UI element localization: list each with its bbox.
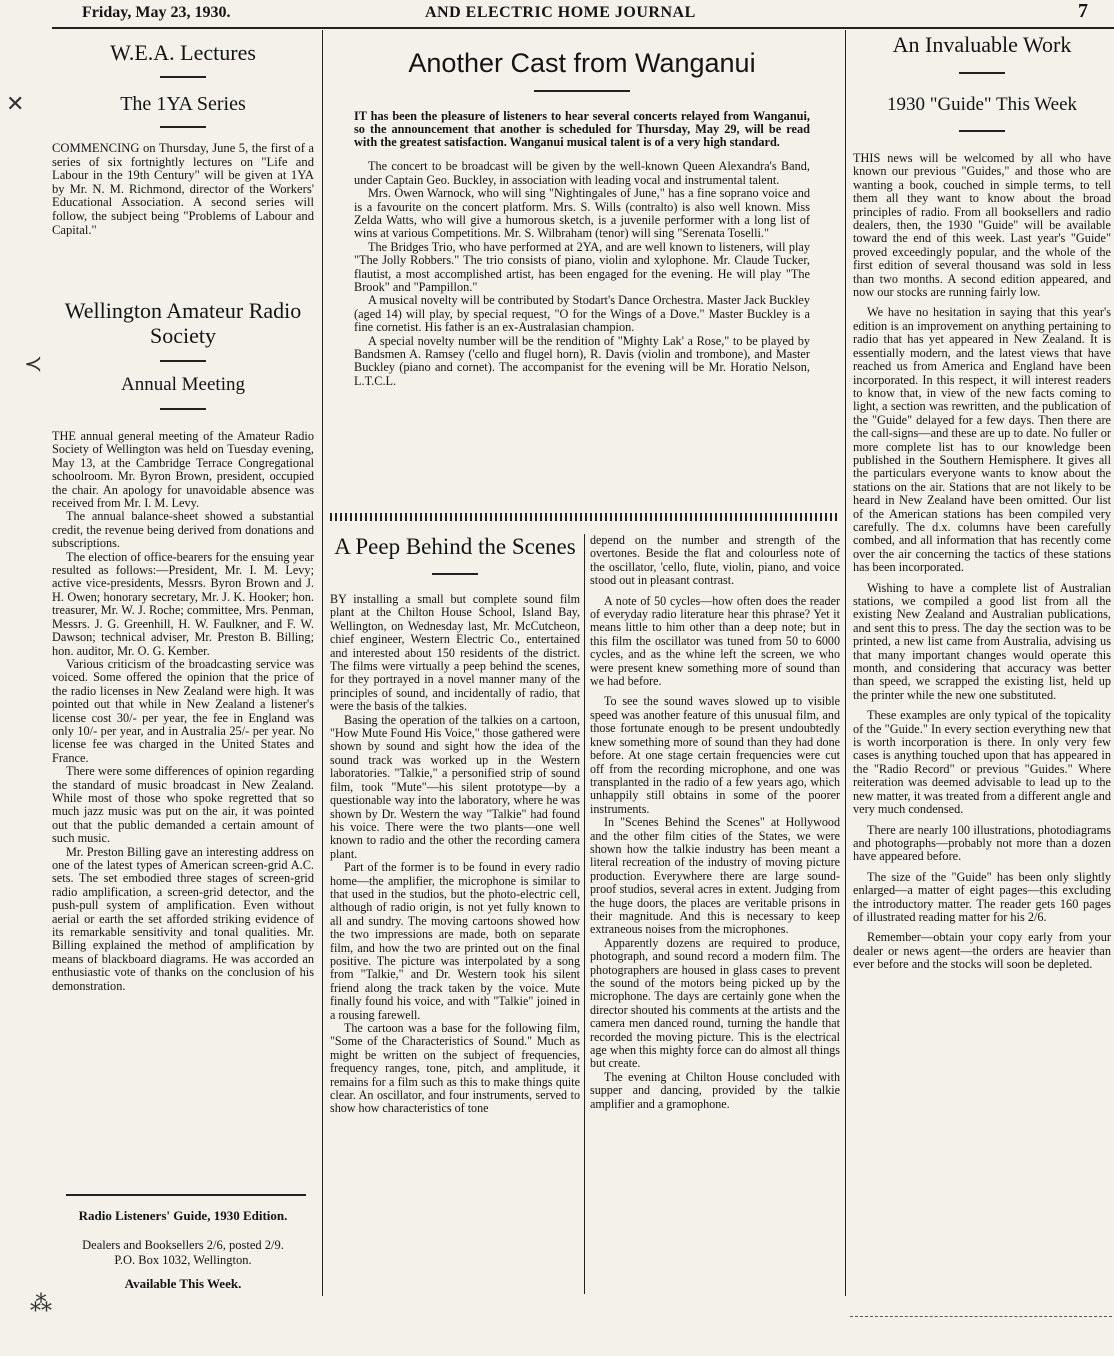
wars-paragraph: Various criticism of the broadcasting service was voiced. Some offered the opinion that the price of the radio licenses in New Zealand were high. It was pointed out that while in New Zealand a listener's license cost 30/- per year, the fee in England was only 10/- per year, and in Australia 25/- per year. No license fee was charged in the United States and France. [52,656,314,765]
guide-article [853,32,1111,972]
hatched-divider [330,513,838,521]
title-rule [160,408,206,410]
ad-price: Dealers and Booksellers 2/6, posted 2/9. [82,1238,284,1252]
guide-paragraph: We have no hesitation in saying that this year's edition is an improvement on anything pertaining to radio that has yet appeared in New Zealand. It is essentially modern, and the latest views that have reached us from America and England have been incorporated. In this respect, it will interest readers to know that, in view of the new facts coming to light, a section was rewritten, and the publication of the "Guide" delayed for a few days. Then there are the call-signs—and these are up to date. No fuller or more complete list has to our knowledge been published in the Southern Hemisphere. It gives all the particulars everyone wants to know about the stations on the air. Stations that are not likely to be heard in New Zealand have been omitted. Our list of the American stations has been compiled very carefully. The d.x. columns have been carefully combed, and all information that has recently come over the air concerning the tactics of these stations has been incorporated. [853,305,1111,575]
wars-paragraph: There were some differences of opinion regarding the standard of music broadcast in New Zealand. While most of those who spoke regretted that so much jazz music was put on the air, it was pointed out that the public demanded a certain amount of such music. [52,764,314,846]
wars-paragraph: The election of office-bearers for the ensuing year resulted as follows:—President, Mr. I. M. Levy; active vice-presidents, Messrs. Byron Brown and J. H. Owen; honorary secretary, Mr. J. K. Hooker; hon. treasurer, Mr. W. J. Roche; committee, Mrs. Penman, Messrs. J. G. Greenhill, H. W. Faulkner, and F. W. Dawson; technical adviser, Mr. Preston B. Billing; hon. auditor, Mr. O. G. Kember. [52,549,314,658]
wars-subtitle: Annual Meeting [120,374,245,395]
peep-paragraph: BY installing a small but complete sound film plant at the Chilton House School, Island Bay, Wellington, on Wednesday last, Mr. McCutcheon, chief engineer, Western Electric Co., entertained and interested about 150 residents of the district. The films were virtually a peep behind the scenes, for they portrayed in a novel manner many of the principles of sound, and incidentally of radio, that were the basis of the talkies. [330,592,580,714]
title-rule [160,76,206,78]
wea-subtitle: The 1YA Series [120,93,246,115]
peep-paragraph: Part of the former is to be found in every radio home—the amplifier, the microphone is similar to that used in the studios, but the photo-electric cell, although of radio origin, is not yet fully known to all and sundry. The moving cartoons showed how the two impressions are made, both on separate film, and how the two are printed out on the final positive. The picture was interpolated by a song from "Talkie," and Dr. Western took his silent friend along the track taken by the voice. Mute finally found his voice, and with "Talkie" joined in a rousing farewell. [330,860,580,1022]
margin-mark-icon: ✕ [6,92,25,117]
peep-title: A Peep Behind the Scenes [334,534,576,559]
margin-mark-icon: ≺ [24,352,43,377]
title-rule [160,360,206,362]
wars-article [52,298,314,993]
column-rule [322,30,323,1296]
title-rule [959,130,1005,132]
wanganui-paragraph: The concert to be broadcast will be given by the well-known Queen Alexandra's Band, under Captain Geo. Buckley, in association with leading vocal and instrumental talent. [354,159,810,187]
journal-title: AND ELECTRIC HOME JOURNAL [425,4,696,21]
title-rule [534,90,630,92]
issue-date: Friday, May 23, 1930. [82,4,231,21]
wars-paragraph: THE annual general meeting of the Amateur Radio Society of Wellington was held on Tuesday evening, May 13, at the Cambridge Terrace Congregational schoolroom. Mr. Byron Brown, president, occupied the chair. An apology for unavoidable absence was received from Mr. I. M. Levy. [52,429,314,511]
peep-paragraph: Apparently dozens are required to produce, photograph, and sound record a modern film. The photographers are housed in glass cases to prevent the sound of the motors being picked up by the microphone. The days are certainly gone when the director shouted his comments at the artists and the camera men danced round, turning the handle that recorded the moving picture. This is the electrical age when this mighty force can do almost all things but create. [590,935,840,1071]
peep-paragraph: The evening at Chilton House concluded with supper and dancing, provided by the talkie amplifier and a gramophone. [590,1069,840,1111]
wea-title: W.E.A. Lectures [110,40,256,65]
ad-address: P.O. Box 1032, Wellington. [114,1253,252,1267]
guide-paragraph: THIS news will be welcomed by all who have known our previous "Guides," and those who are wanting a book, couched in simple terms, to tell them all they want to know about the broad principles of radio. From all booksellers and radio dealers, then, the 1930 "Guide" will be available toward the end of this week. Last year's "Guide" proved exceedingly popular, and the whole of the first edition of several thousand was sold in less than two months. A second edition appeared, and now our stocks are running fairly low. [853,151,1111,300]
wanganui-lead: IT has been the pleasure of listeners to hear several concerts relayed from Wanganui, so the announcement that another is scheduled for Thursday, May 29, will be read with the greatest satisfaction. Wanganui musical talent is of a very high standard. [354,109,810,149]
peep-column-2 [590,534,840,1111]
wanganui-paragraph: A musical novelty will be contributed by Stodart's Dance Orchestra. Master Jack Buckley (aged 14) will play, by special request, "O for the Wings of a Dove." Master Buckley is a fine cornetist. His father is an ex-Australasian champion. [354,293,810,335]
margin-mark-icon: ⁂ [30,1292,52,1317]
ad-availability: Available This Week. [124,1276,242,1291]
wanganui-paragraph: A special novelty number will be the rendition of "Mighty Lak' a Rose," to be played by Bandsmen A. Ramsey ('cello and flugel horn), R. Davis (violin and trombone), and Master Buckley (piano and cornet). The accompanist for the evening will be Mr. Horatio Nelson, L.T.C.L. [354,333,810,388]
wars-title: Wellington Amateur Radio Society [64,298,302,348]
bottom-scratch [850,1316,1112,1317]
wanganui-paragraph: Mrs. Owen Warnock, who will sing "Nightingales of June," has a fine soprano voice and is a favourite on the concert platform. Mrs. S. Wills (contralto) is also well known. Miss Zelda Watts, who will give a humorous sketch, is a juvenile performer with a long list of wins at various Competitions. Mr. S. Wilbraham (tenor) will sing "Serenata Toselli." [354,186,810,241]
peep-paragraph: Basing the operation of the talkies on a cartoon, "How Mute Found His Voice," those gathered were shown by sound and sight how the idea of the sound track was worked up in the Western laboratories. "Talkie," a personified strip of sound film, took "Mute"—his silent prototype—by a questionable way into the laboratory, where he was shown by Dr. Western the way "Talkie" had found his voice. There were the two plants—one well known to radio and the other the recording camera plant. [330,712,580,861]
peep-paragraph: In "Scenes Behind the Scenes" at Hollywood and the other film cities of the States, we were shown how the talkie industry has been meant a literal recreation of the industry of moving picture production. Everywhere there are large sound-proof studios, several acres in extent. Judging from the huge doors, the places are veritable prisons in their magnitude. And this is necessary to keep extraneous noises from the microphones. [590,815,840,937]
title-rule [959,72,1005,74]
peep-paragraph: depend on the number and strength of the overtones. Beside the flat and colourless note of the oscillator, 'cello, flute, violin, piano, and voice stood out in pleasant contrast. [590,533,840,588]
peep-paragraph: The cartoon was a base for the following film, "Some of the Characteristics of Sound." Much as might be written on the subject of frequencies, frequency ranges, tone, pitch, and amplitude, it remains for a film such as this to make things quite clear. An oscillator, and four instruments, served to show how characteristics of tone [330,1021,580,1116]
wars-paragraph: Mr. Preston Billing gave an interesting address on one of the latest types of American screen-grid A.C. sets. The set embodied three stages of screen-grid radio amplification, a screen-grid detector, and the push-pull system of amplification. Even without aerial or earth the set afforded striking evidence of its remarkable sensitivity and tonal qualities. Mr. Billing explained the method of amplification by means of blackboard diagrams. He was accorded an enthusiastic vote of thanks on the conclusion of his demonstration. [52,844,314,993]
peep-paragraph: A note of 50 cycles—how often does the reader of everyday radio literature hear this phrase? Yet it means little to him other than a deep note; but in this film the oscillator was tuned from 50 to 6000 cycles, and as the whine left the screen, we who were present knew something more of sound than we had before. [590,593,840,689]
wanganui-article [354,46,810,388]
guide-paragraph: Remember—obtain your copy early from your dealer or news agent—the orders are heavier than ever before and the stocks will soon be depleted. [853,930,1111,972]
page-number: 7 [1078,0,1088,22]
peep-column-1 [330,534,580,1116]
column-rule [845,30,846,1296]
wanganui-title: Another Cast from Wanganui [408,48,756,78]
guide-paragraph: These examples are only typical of the topicality of the "Guide." In every section everything new that is worth incorporation is there. In only very few cases is anything touched upon that has appeared in the "Radio Record" or previous "Guides." Where reiteration was deemed advisable to lead up to the new matter, it was treated from a different angle and very much condensed. [853,708,1111,817]
ad-rule [66,1194,306,1196]
wars-paragraph: The annual balance-sheet showed a substantial credit, the revenue being derived from donations and subscriptions. [52,509,314,551]
guide-ad [52,1208,314,1292]
wanganui-paragraph: The Bridges Trio, who have performed at 2YA, and are well known to listeners, will play "The Jolly Robbers." The trio consists of piano, violin and xylophone. Mr. Claude Tucker, flautist, a most accomplished artist, has been engaged for the evening. He will play "The Brook" and "Pampillon." [354,239,810,295]
title-rule [432,573,478,575]
guide-subtitle: 1930 "Guide" This Week [886,94,1078,115]
column-rule [584,534,585,1294]
title-rule [160,126,206,128]
peep-paragraph: To see the sound waves slowed up to visible speed was another feature of this unusual film, and those fortunate enough to be present undoubtedly knew something more of sound than they had done before. At one stage certain frequencies were cut off from the recording microphone, and one was transplanted in the radio of a few years ago, which unhappily still obtains in some of the poorer instruments. [590,694,840,816]
guide-paragraph: There are nearly 100 illustrations, photodiagrams and photographs—probably not more than a dozen have appeared before. [853,822,1111,864]
guide-title: An Invaluable Work [892,32,1072,57]
page-header [0,0,1114,28]
guide-paragraph: Wishing to have a complete list of Australian stations, we compiled a good list from all the existing New Zealand and Australian publications, and sent this to press. The day the section was to be printed, a new list came from Australia, advising us that many important changes would operate this month, and considering that accuracy was better than speed, we scrapped the existing list, held up the printer while the new one substituted. [853,580,1111,702]
header-rule [52,27,1114,29]
guide-paragraph: The size of the "Guide" has been only slightly enlarged—a matter of eight pages—this excluding the introductory matter. The reader gets 160 pages of illustrated reading matter for his 2/6. [853,869,1111,924]
wea-body: COMMENCING on Thursday, June 5, the first of a series of six fortnightly lectures on "Life and Labour in the 19th Century" will be given at 1YA by Mr. N. M. Richmond, director of the Workers' Educational Association. A second series will follow, the subject being "Problems of Labour and Capital." [52,141,314,237]
wea-article [52,40,314,237]
ad-title: Radio Listeners' Guide, 1930 Edition. [78,1208,288,1223]
